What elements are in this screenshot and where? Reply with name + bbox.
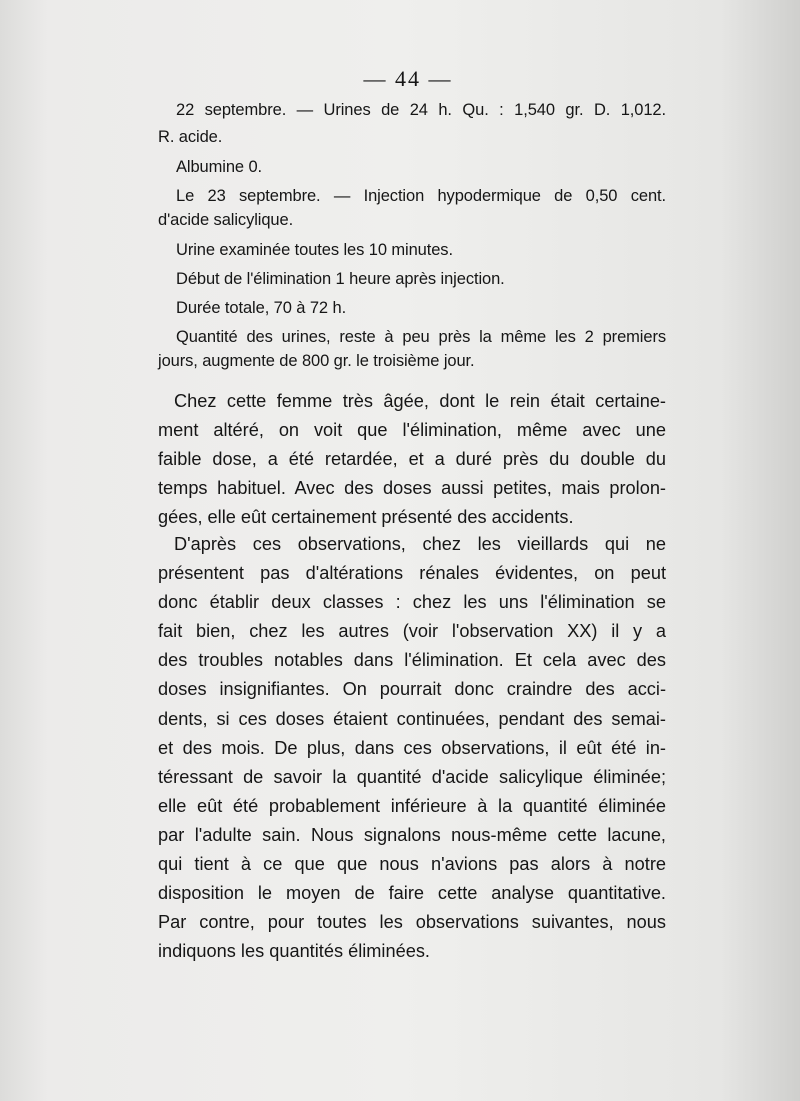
text-line: Par contre, pour toutes les observations suivantes, nous	[158, 912, 666, 933]
page-number: — 44 —	[363, 66, 453, 91]
note-line: R. acide.	[158, 128, 223, 146]
text-line: dents, si ces doses étaient continuées, pendant des semai-	[158, 708, 666, 729]
text-line: téressant de savoir la quantité d'acide salicylique éliminée;	[158, 766, 666, 787]
text-line: doses insignifiantes. On pourrait donc craindre des acci-	[158, 679, 666, 700]
text-line: Chez cette femme très âgée, dont le rein était certaine-	[174, 391, 666, 411]
note-line: jours, augmente de 800 gr. le troisième jour.	[158, 352, 475, 370]
paragraph-text	[158, 387, 666, 532]
text-line: présentent pas d'altérations rénales évidentes, on peut	[158, 563, 666, 584]
observation-notes	[158, 98, 666, 373]
note-line: Début de l'élimination 1 heure après injection.	[176, 270, 505, 288]
text-line: D'après ces observations, chez les vieillards qui ne	[174, 534, 666, 554]
text-line: et des mois. De plus, dans ces observations, il eût été in-	[158, 737, 666, 758]
text-line: des troubles notables dans l'élimination. Et cela avec des	[158, 650, 666, 671]
text-line: fait bien, chez les autres (voir l'observation XX) il y a	[158, 621, 666, 642]
note-line: Durée totale, 70 à 72 h.	[176, 299, 347, 317]
note-line: Albumine 0.	[176, 158, 263, 176]
note-line: 22 septembre. — Urines de 24 h. Qu. : 1,540 gr. D. 1,012.	[176, 101, 666, 119]
note-line: Urine examinée toutes les 10 minutes.	[176, 241, 453, 259]
text-line: par l'adulte sain. Nous signalons nous-même cette lacune,	[158, 824, 666, 845]
text-line: disposition le moyen de faire cette analyse quantitative.	[158, 883, 666, 904]
paragraph-text	[158, 530, 666, 966]
text-line: qui tient à ce que que nous n'avions pas alors à notre	[158, 854, 666, 875]
text-line: faible dose, a été retardée, et a duré près du double du	[158, 449, 666, 470]
text-line: indiquons les quantités éliminées.	[158, 941, 430, 962]
paragraph-1	[158, 387, 666, 532]
text-line: gées, elle eût certainement présenté des accidents.	[158, 507, 574, 528]
note-line: Quantité des urines, reste à peu près la même les 2 premiers	[176, 328, 666, 346]
text-line: ment altéré, on voit que l'élimination, même avec une	[158, 420, 666, 441]
text-line: temps habituel. Avec des doses aussi petites, mais prolon-	[158, 478, 666, 499]
note-line: d'acide salicylique.	[158, 211, 294, 229]
text-line: donc établir deux classes : chez les uns l'élimination se	[158, 592, 666, 613]
text-line: elle eût été probablement inférieure à la quantité éliminée	[158, 795, 666, 816]
note-line: Le 23 septembre. — Injection hypodermique de 0,50 cent.	[176, 187, 666, 205]
paragraph-2	[158, 530, 666, 966]
